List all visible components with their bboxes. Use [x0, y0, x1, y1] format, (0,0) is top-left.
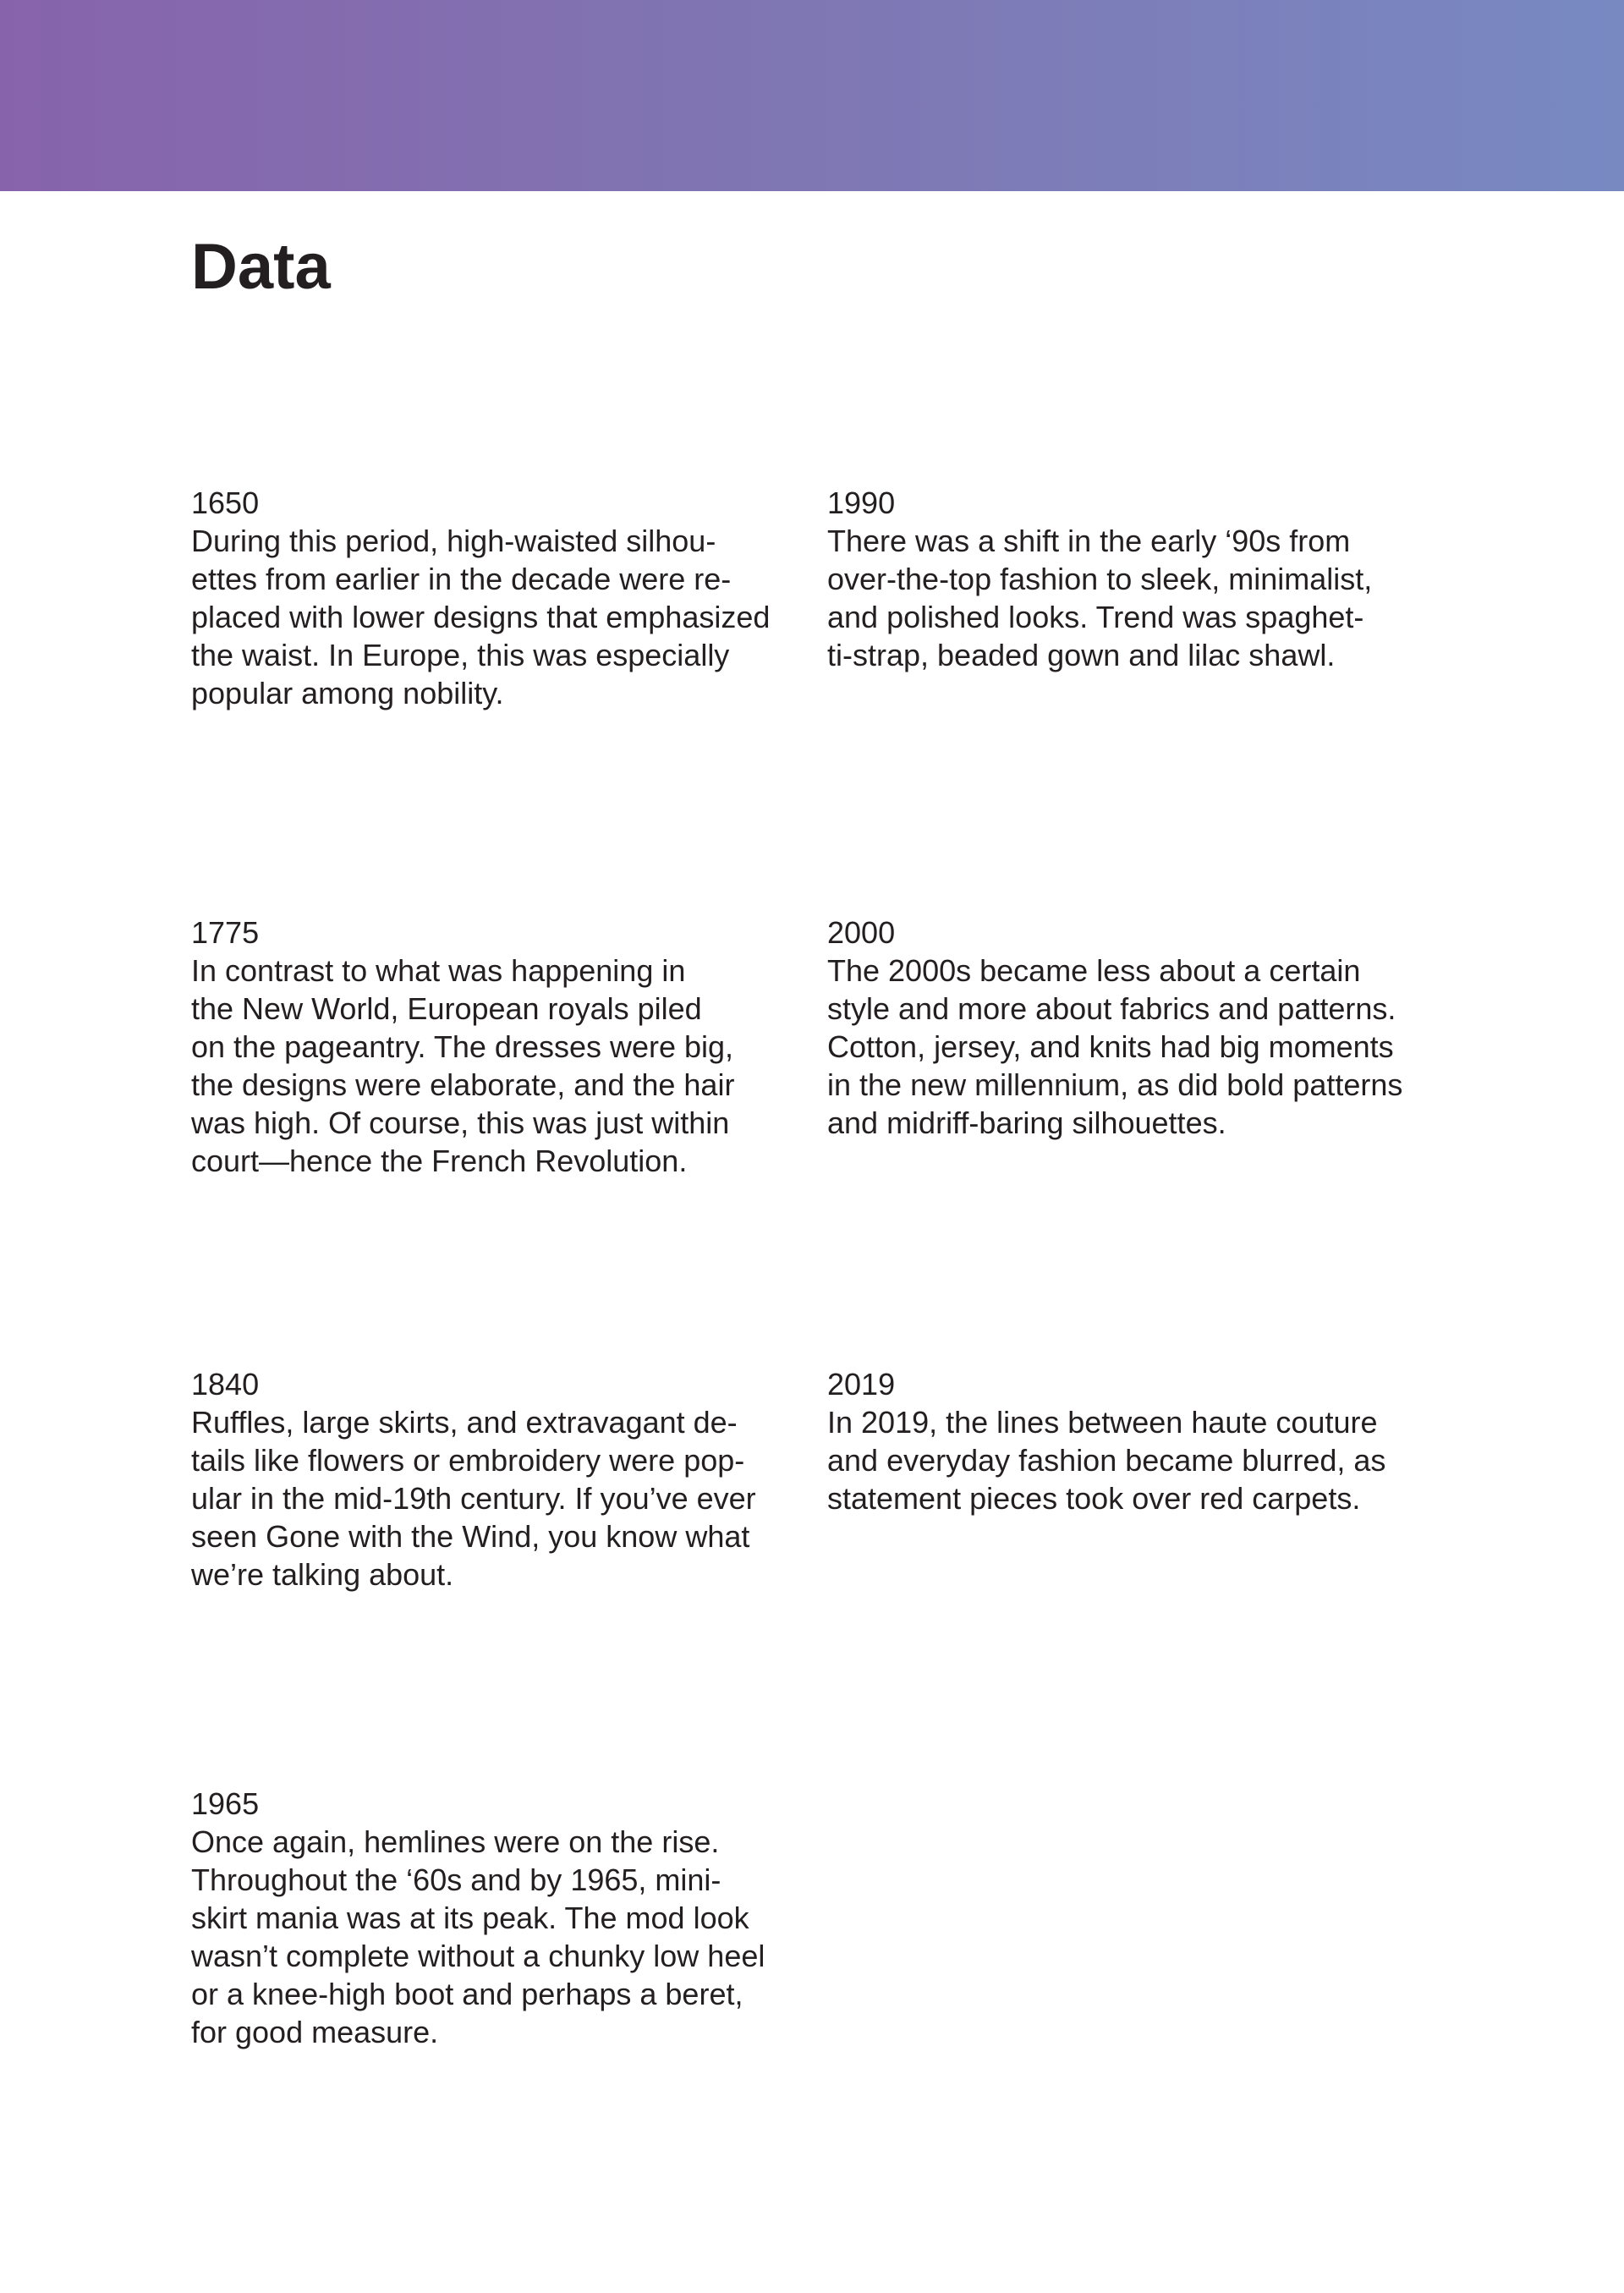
description-line: the New World, European royals piled [191, 991, 702, 1026]
description-line: ti-strap, beaded gown and lilac shawl. [827, 638, 1336, 672]
description-line: the designs were elaborate, and the hair [191, 1067, 735, 1102]
entry-description [827, 522, 1449, 674]
entry-year: 2019 [827, 1367, 896, 1402]
description-line: or a knee-high boot and perhaps a beret, [191, 1977, 743, 2011]
description-line: placed with lower designs that emphasized [191, 600, 771, 634]
description-line: wasn’t complete without a chunky low heel [191, 1939, 765, 1973]
description-line: in the new millennium, as did bold patterns [827, 1067, 1403, 1102]
description-line: seen Gone with the Wind, you know what [191, 1519, 750, 1554]
entry-1775 [191, 913, 813, 1180]
description-line: Ruffles, large skirts, and extravagant de- [191, 1405, 738, 1440]
entry-description [827, 952, 1449, 1142]
description-line: In contrast to what was happening in [191, 953, 686, 988]
description-line: ular in the mid-19th century. If you’ve ever [191, 1481, 756, 1516]
description-line: for good measure. [191, 2015, 439, 2049]
description-line: and midriff-baring silhouettes. [827, 1105, 1226, 1140]
description-line: tails like flowers or embroidery were pop- [191, 1443, 745, 1478]
entry-year: 1775 [191, 915, 260, 950]
page-title: Data [191, 231, 331, 303]
description-line: court—hence the French Revolution. [191, 1144, 688, 1178]
description-line: popular among nobility. [191, 676, 504, 710]
entry-description [191, 952, 813, 1180]
description-line: Cotton, jersey, and knits had big moments [827, 1029, 1394, 1064]
entry-1840 [191, 1365, 813, 1594]
description-line: on the pageantry. The dresses were big, [191, 1029, 734, 1064]
description-line: There was a shift in the early ‘90s from [827, 524, 1351, 558]
entry-description [191, 1403, 813, 1594]
entry-year: 1965 [191, 1786, 260, 1821]
description-line: was high. Of course, this was just within [191, 1105, 730, 1140]
entry-description [191, 522, 813, 712]
entry-1965 [191, 1785, 813, 2051]
description-line: In 2019, the lines between haute couture [827, 1405, 1378, 1440]
entry-year: 1840 [191, 1367, 260, 1402]
description-line: and everyday fashion became blurred, as [827, 1443, 1386, 1478]
description-line: over-the-top fashion to sleek, minimalist, [827, 562, 1373, 596]
description-line: statement pieces took over red carpets. [827, 1481, 1361, 1516]
entry-2000 [827, 913, 1449, 1142]
description-line: ettes from earlier in the decade were re- [191, 562, 732, 596]
description-line: and polished looks. Trend was spaghet- [827, 600, 1364, 634]
description-line: skirt mania was at its peak. The mod look [191, 1901, 749, 1935]
entry-description [827, 1403, 1449, 1517]
entry-2019 [827, 1365, 1449, 1517]
description-line: Throughout the ‘60s and by 1965, mini- [191, 1862, 721, 1897]
description-line: Once again, hemlines were on the rise. [191, 1824, 720, 1859]
entry-1650 [191, 484, 813, 712]
description-line: we’re talking about. [191, 1557, 454, 1592]
description-line: The 2000s became less about a certain [827, 953, 1361, 988]
description-line: During this period, high-waisted silhou- [191, 524, 716, 558]
entry-year: 1990 [827, 485, 896, 520]
entry-year: 1650 [191, 485, 260, 520]
entry-1990 [827, 484, 1449, 674]
description-line: the waist. In Europe, this was especially [191, 638, 730, 672]
entry-year: 2000 [827, 915, 896, 950]
description-line: style and more about fabrics and patterns. [827, 991, 1396, 1026]
header-band [0, 0, 1624, 191]
entry-description [191, 1823, 813, 2051]
